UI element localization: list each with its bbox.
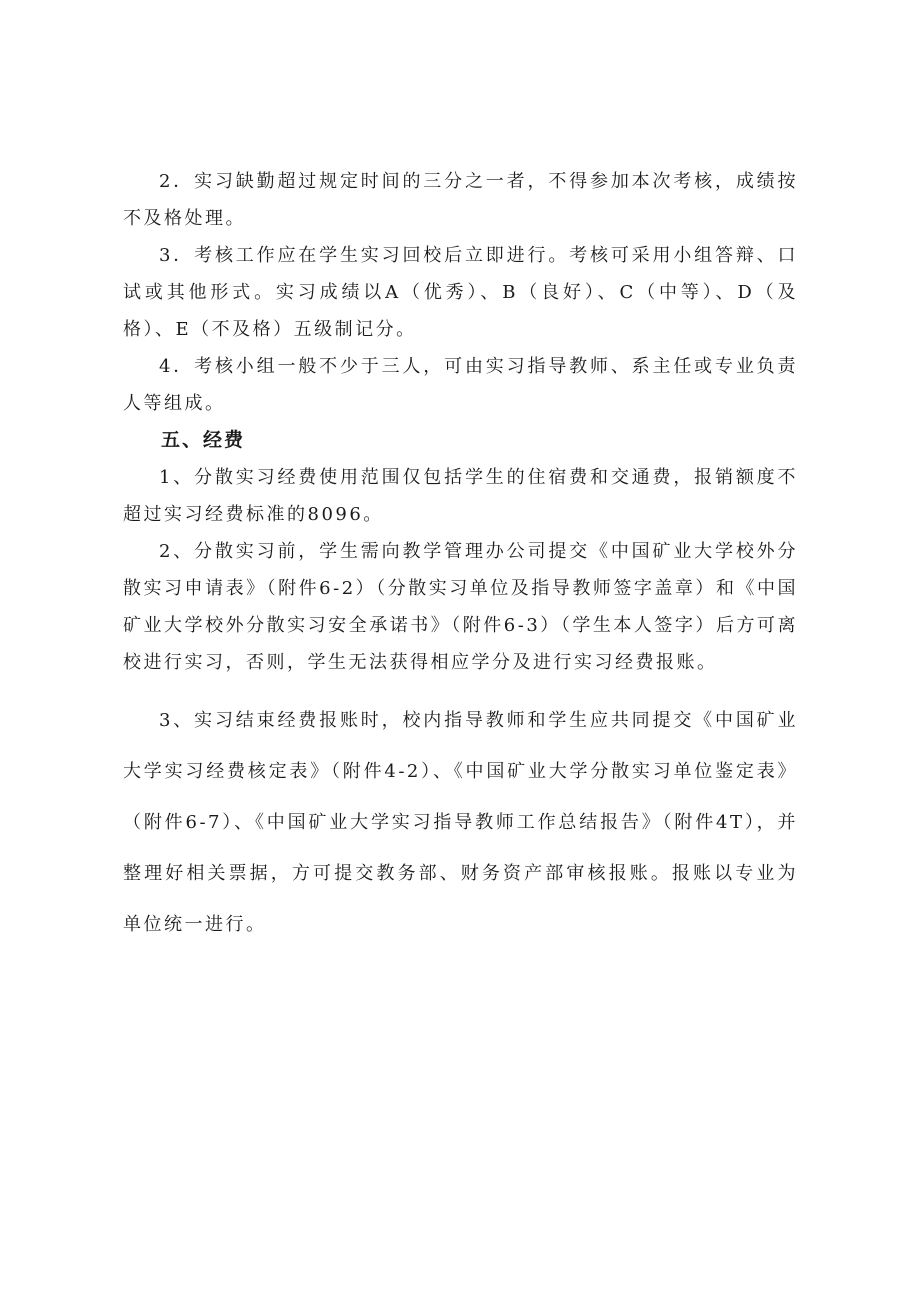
funding-item-3: 3、实习结束经费报账时，校内指导教师和学生应共同提交《中国矿业大学实习经费核定表》（附件4-2）、《中国矿业大学分散实习单位鉴定表》（附件6-7）、《中国矿业大学实习指导教师工作总结报告》（附件4T），并整理好相关票据，方可提交教务部、财务资产部审核报账。报账以专业为单位统一进行。 xyxy=(123,710,798,935)
funding-item-2: 2、分散实习前，学生需向教学管理办公司提交《中国矿业大学校外分散实习申请表》（附件6-2）（分散实习单位及指导教师签字盖章）和《中国矿业大学校外分散实习安全承诺书》（附件6-3）（学生本人签字）后方可离校进行实习，否则，学生无法获得相应学分及进行实习经费报账。 xyxy=(123,541,798,673)
section-heading-funding: 五、经费 xyxy=(161,429,246,451)
document-body xyxy=(123,163,798,950)
funding-item-1: 1、分散实习经费使用范围仅包括学生的住宿费和交通费，报销额度不超过实习经费标准的8096。 xyxy=(123,467,798,525)
assessment-item-2: 2．实习缺勤超过规定时间的三分之一者，不得参加本次考核，成绩按不及格处理。 xyxy=(123,171,798,229)
assessment-item-4: 4．考核小组一般不少于三人，可由实习指导教师、系主任或专业负责人等组成。 xyxy=(123,356,798,414)
assessment-item-3: 3．考核工作应在学生实习回校后立即进行。考核可采用小组答辩、口试或其他形式。实习成绩以A（优秀）、B（良好）、C（中等）、D（及格）、E（不及格）五级制记分。 xyxy=(123,245,798,340)
